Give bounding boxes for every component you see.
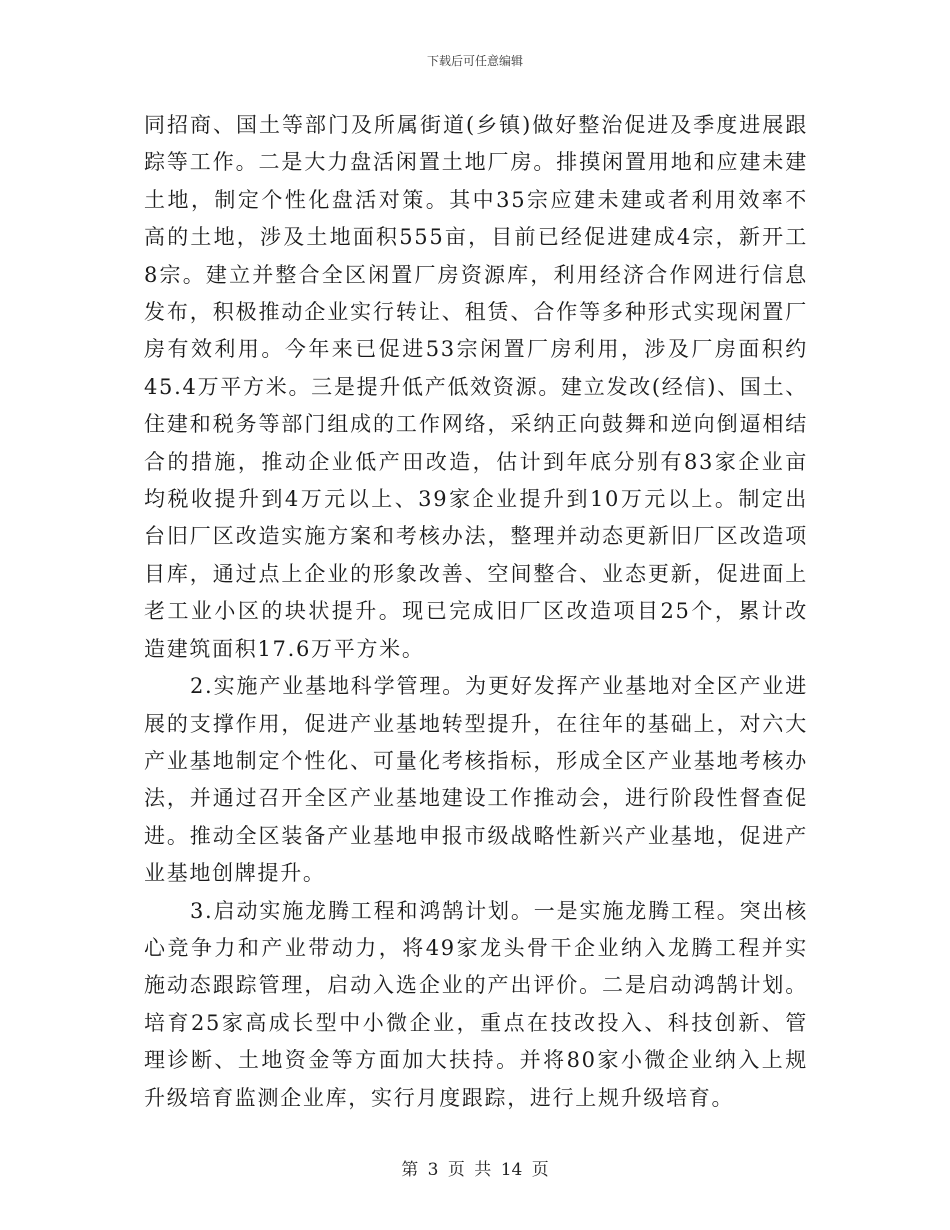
header-note: 下载后可任意编辑 (426, 54, 523, 68)
paragraph-item-3: 3.启动实施龙腾工程和鸿鹄计划。一是实施龙腾工程。突出核心竞争力和产业带动力，将49家龙头骨干企业纳入龙腾工程并实施动态跟踪管理，启动入选企业的产出评价。二是启动鸿鹄计划。培育25家高成长型中小微企业，重点在技改投入、科技创新、管理诊断、土地资金等方面加大扶持。并将80家小微企业纳入上规升级培育监测企业库，实行月度跟踪，进行上规升级培育。 (144, 898, 808, 1110)
page-number-footer: 第 3 页 共 14 页 (401, 1160, 549, 1180)
document-body (144, 107, 808, 1117)
paragraph-item-2: 2.实施产业基地科学管理。为更好发挥产业基地对全区产业进展的支撑作用，促进产业基地转型提升，在往年的基础上，对六大产业基地制定个性化、可量化考核指标，形成全区产业基地考核办法，并通过召开全区产业基地建设工作推动会，进行阶段性督查促进。推动全区装备产业基地申报市级战略性新兴产业基地，促进产业基地创牌提升。 (144, 674, 808, 886)
paragraph-continuation: 同招商、国土等部门及所属街道(乡镇)做好整治促进及季度进展跟踪等工作。二是大力盘活闲置土地厂房。排摸闲置用地和应建未建土地，制定个性化盘活对策。其中35宗应建未建或者利用效率不高的土地，涉及土地面积555亩，目前已经促进建成4宗，新开工8宗。建立并整合全区闲置厂房资源库，利用经济合作网进行信息发布，积极推动企业实行转让、租赁、合作等多种形式实现闲置厂房有效利用。今年来已促进53宗闲置厂房利用，涉及厂房面积约45.4万平方米。三是提升低产低效资源。建立发改(经信)、国土、住建和税务等部门组成的工作网络，采纳正向鼓舞和逆向倒逼相结合的措施，推动企业低产田改造，估计到年底分别有83家企业亩均税收提升到4万元以上、39家企业提升到10万元以上。制定出台旧厂区改造实施方案和考核办法，整理并动态更新旧厂区改造项目库，通过点上企业的形象改善、空间整合、业态更新，促进面上老工业小区的块状提升。现已完成旧厂区改造项目25个，累计改造建筑面积17.6万平方米。 (144, 113, 808, 661)
